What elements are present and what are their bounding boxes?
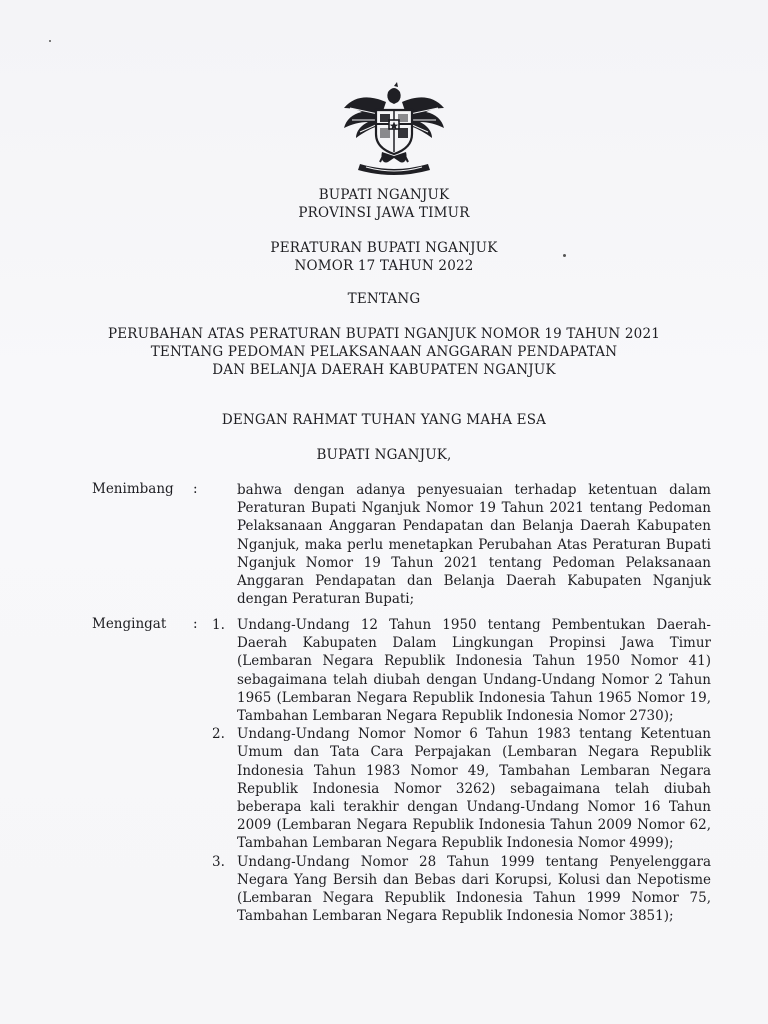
list-item — [212, 853, 711, 926]
list-item-text: Undang-Undang 12 Tahun 1950 tentang Pembentukan Daerah-Daerah Kabupaten Dalam Lingkungan Propinsi Jawa Timur (Lembaran Negara Republik Indonesia Tahun 1950 Nomor 41) sebagaimana telah diubah dengan Undang-Undang Nomor 2 Tahun 1965 (Lembaran Negara Republik Indonesia Tahun 1965 Nomor 19, Tambahan Lembaran Negara Republik Indonesia Nomor 2730); — [237, 617, 711, 725]
list-item-number: 1. — [212, 617, 225, 633]
list-item — [212, 616, 711, 725]
list-item-number: 3. — [212, 853, 225, 870]
regulation-number: NOMOR 17 TAHUN 2022 — [294, 258, 474, 274]
mengingat-list — [212, 616, 711, 925]
list-item-number: 2. — [212, 726, 225, 743]
preamble-bupati: BUPATI NGANJUK, — [316, 447, 452, 463]
menimbang-text: bahwa dengan adanya penyesuaian terhadap ketentuan dalam Peraturan Bupati Nganjuk Nomor 19 Tahun 2021 tentang Pedoman Pelaksanaan Anggaran Pendapatan dan Belanja Daerah Kabupaten Nganjuk, maka perlu menetapkan Perubahan Atas Peraturan Bupati Nganjuk Nomor 19 Tahun 2021 tentang Pedoman Pelaksanaan Anggaran Pendapatan dan Belanja Daerah Kabupaten Nganjuk dengan Peraturan Bupati; — [237, 482, 711, 608]
subject-line-1: PERUBAHAN ATAS PERATURAN BUPATI NGANJUK NOMOR 19 TAHUN 2021 — [107, 326, 661, 342]
list-item-text: Undang-Undang Nomor Nomor 6 Tahun 1983 tentang Ketentuan Umum dan Tata Cara Perpajakan (Lembaran Negara Republik Indonesia Tahun 1983 Nomor 49, Tambahan Lembaran Negara Republik Indonesia Nomor 3262) sebagaimana telah diubah beberapa kali terakhir dengan Undang-Undang Nomor 16 Tahun 2009 (Lembaran Negara Republik Indonesia Tahun 2009 Nomor 62, Tambahan Lembaran Negara Republik Indonesia Nomor 4999); — [237, 726, 711, 852]
issuer-province: PROVINSI JAWA TIMUR — [298, 205, 470, 221]
subject-line-2: TENTANG PEDOMAN PELAKSANAAN ANGGARAN PENDAPATAN — [150, 344, 618, 360]
list-item — [212, 725, 711, 852]
scan-speck — [49, 40, 51, 42]
list-item-text: Undang-Undang Nomor 28 Tahun 1999 tentang Penyelenggara Negara Yang Bersih dan Bebas dari Korupsi, Kolusi dan Nepotisme (Lembaran Negara Republik Indonesia Tahun 1999 Nomor 75, Tambahan Lembaran Negara Republik Indonesia Nomor 3851); — [237, 853, 711, 925]
menimbang-label: Menimbang — [92, 481, 174, 497]
tentang-heading: TENTANG — [347, 291, 421, 307]
mengingat-label: Mengingat — [92, 616, 167, 632]
preamble-rahmat: DENGAN RAHMAT TUHAN YANG MAHA ESA — [221, 412, 547, 428]
regulation-title: PERATURAN BUPATI NGANJUK — [270, 240, 498, 256]
issuer-title: BUPATI NGANJUK — [318, 187, 450, 203]
garuda-pancasila-emblem-icon — [338, 78, 450, 176]
menimbang-colon: : — [193, 481, 198, 497]
mengingat-colon: : — [193, 616, 198, 632]
subject-line-3: DAN BELANJA DAERAH KABUPATEN NGANJUK — [212, 362, 556, 378]
